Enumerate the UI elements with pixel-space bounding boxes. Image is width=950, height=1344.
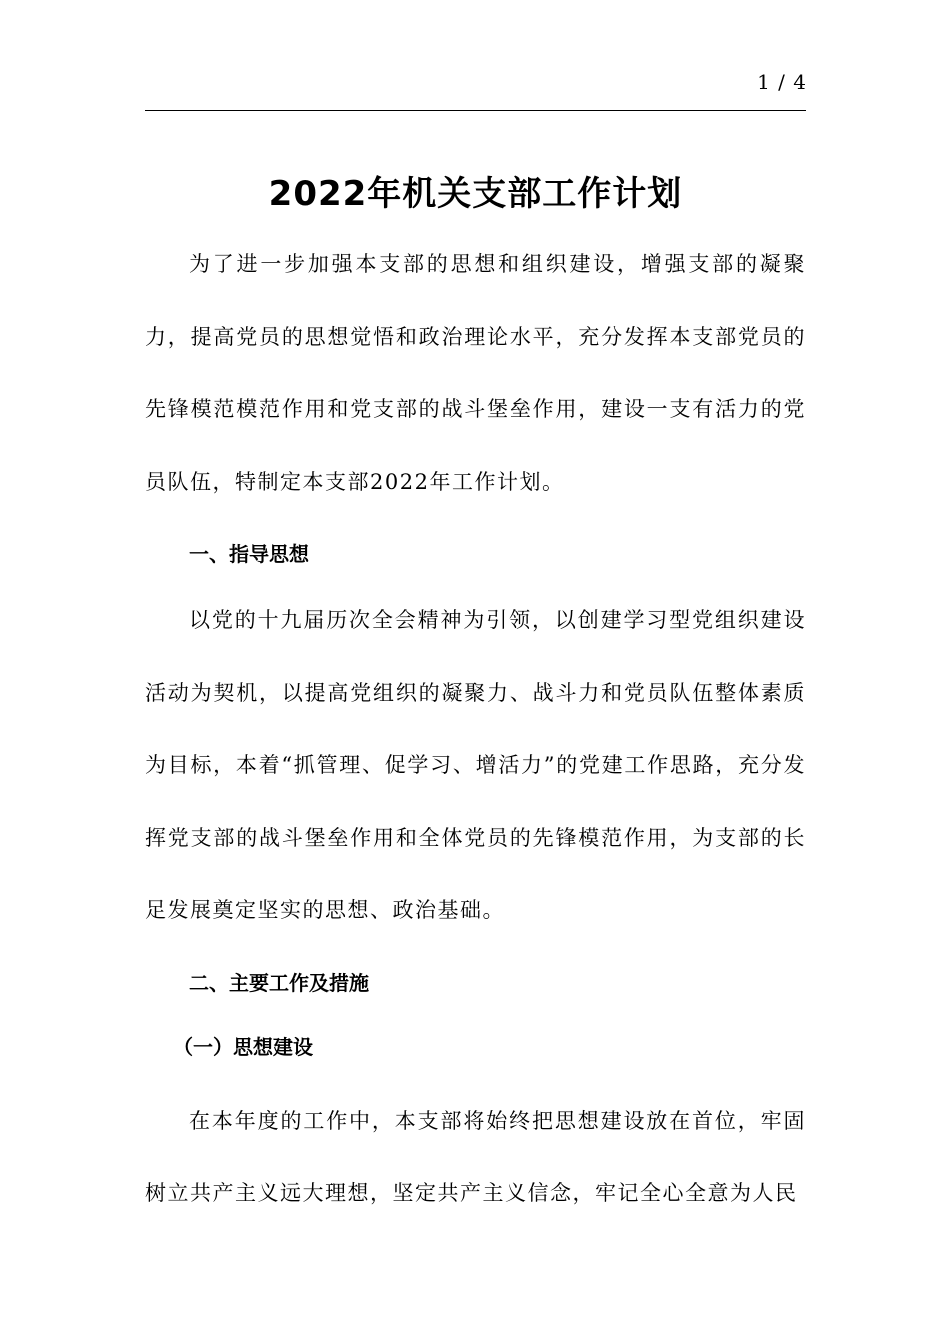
section-heading-guiding-thought: 一、指导思想: [189, 542, 309, 566]
document-title: 2022年机关支部工作计划: [268, 174, 683, 214]
subsection-heading-ideological-building: （一）思想建设: [173, 1034, 313, 1059]
section-heading-main-work: 二、主要工作及措施: [189, 970, 369, 995]
page-number: 1 / 4: [757, 70, 807, 94]
header-divider: [145, 110, 806, 111]
ideological-building-paragraph: 在本年度的工作中，本支部将始终把思想建设放在首位，牢固树立共产主义远大理想，坚定共产主义信念，牢记全心全意为人民: [145, 1108, 806, 1205]
guiding-thought-paragraph: 以党的十九届历次全会精神为引领，以创建学习型党组织建设活动为契机，以提高党组织的凝聚力、战斗力和党员队伍整体素质为目标，本着“抓管理、促学习、增活力”的党建工作思路，充分发挥党支部的战斗堡垒作用和全体党员的先锋模范作用，为支部的长足发展奠定坚实的思想、政治基础。: [145, 608, 806, 922]
document-body: [145, 228, 806, 1230]
intro-paragraph: 为了进一步加强本支部的思想和组织建设，增强支部的凝聚力，提高党员的思想觉悟和政治理论水平，充分发挥本支部党员的先锋模范模范作用和党支部的战斗堡垒作用，建设一支有活力的党员队伍，特制定本支部2022年工作计划。: [145, 252, 806, 494]
